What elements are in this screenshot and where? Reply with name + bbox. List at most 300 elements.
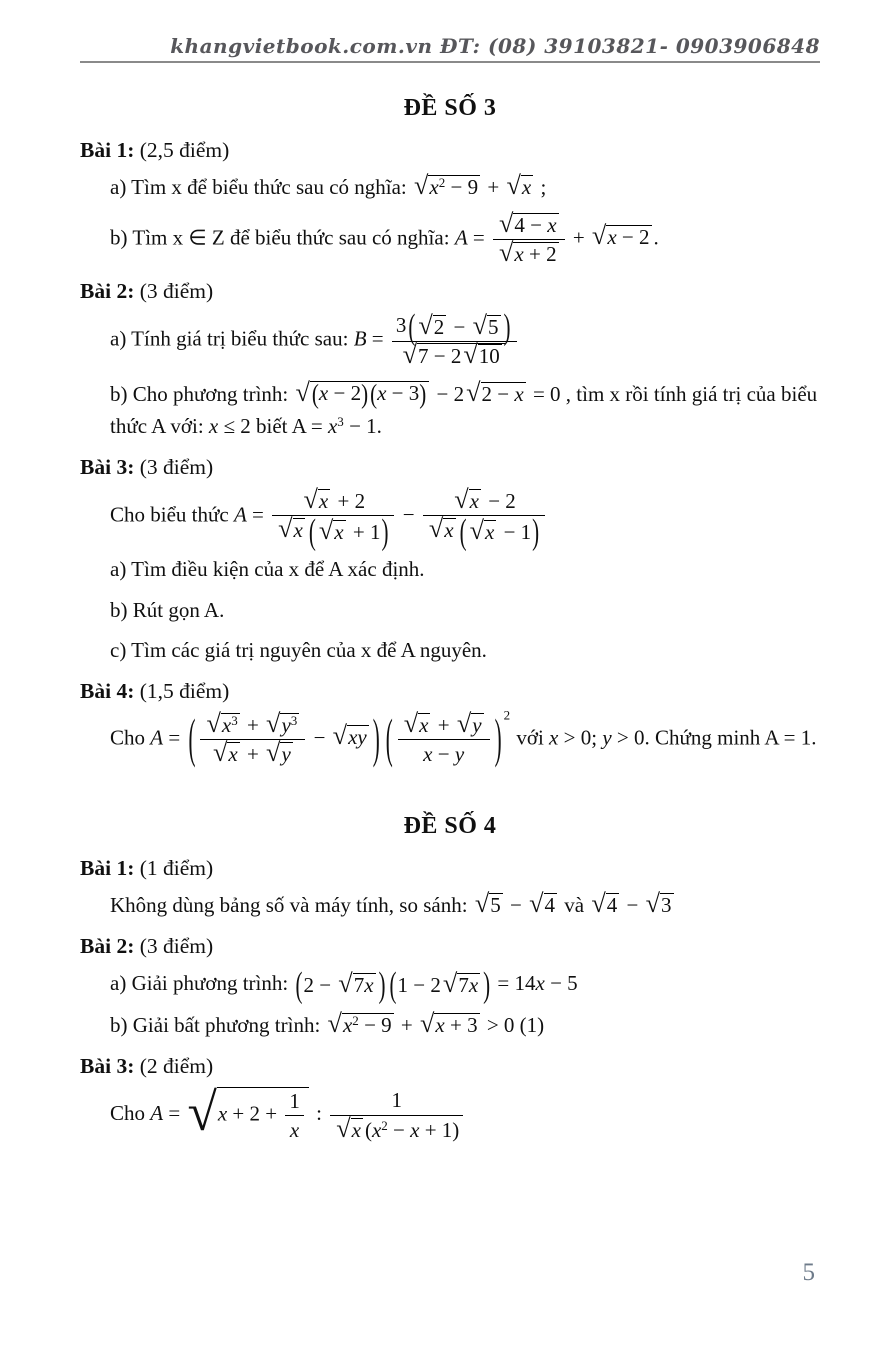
- fraction: [493, 208, 565, 268]
- denominator: [423, 510, 545, 552]
- fraction: [398, 708, 490, 768]
- math-text: 1 − 2: [397, 972, 441, 997]
- fraction: [423, 484, 545, 552]
- math-variable: x: [514, 381, 524, 406]
- paren-content: [197, 708, 370, 768]
- radical-expression: [266, 738, 293, 768]
- radicand: [469, 489, 481, 514]
- math-text: 4: [606, 893, 618, 918]
- radical-expression: [428, 513, 456, 543]
- parenthesized-group: [308, 510, 390, 552]
- radical-sign: √: [469, 516, 484, 546]
- section-title: ĐỀ SỐ 4: [403, 813, 497, 840]
- math-text: +: [241, 712, 265, 737]
- math-variable: x: [468, 972, 479, 997]
- math-text: b) Cho phương trình:: [110, 381, 294, 406]
- problem-line: [80, 1009, 820, 1042]
- header-rule: [80, 61, 820, 63]
- right-paren-icon: ): [494, 707, 502, 769]
- math-text: 3: [661, 893, 672, 918]
- left-paren-icon: (: [408, 305, 416, 347]
- problem-heading: [80, 1054, 820, 1079]
- radicand: [606, 225, 651, 250]
- header-website: khangvietbook.com.vn: [170, 34, 433, 58]
- math-text: 7 − 2: [418, 344, 462, 369]
- radical-expression: [418, 311, 446, 341]
- denominator: [285, 1115, 304, 1143]
- problem-heading: [80, 138, 820, 163]
- math-text: + 2: [523, 241, 557, 266]
- math-text: a) Tìm x để biểu thức sau có nghĩa:: [110, 175, 412, 199]
- math-text: a) Giải phương trình:: [110, 970, 294, 995]
- radicand: [489, 893, 503, 918]
- radicand: [217, 1087, 309, 1144]
- problem-number: Bài 4:: [80, 678, 135, 703]
- problem-points: (3 điểm): [134, 933, 214, 958]
- radical-sign: √: [418, 311, 433, 341]
- radical-sign: √: [474, 889, 490, 919]
- math-variable: A: [150, 725, 164, 750]
- problem-heading: [80, 679, 820, 704]
- radical-sign: √: [318, 516, 334, 546]
- math-text: =: [246, 502, 270, 527]
- radicand: [513, 242, 558, 267]
- radical-sign: √: [303, 484, 318, 514]
- math-variable: xy: [348, 725, 367, 750]
- radical-expression: [212, 738, 240, 768]
- radical-expression: [206, 708, 239, 738]
- radicand: [342, 1013, 394, 1038]
- radical-expression: [403, 708, 431, 738]
- math-text: ;: [535, 175, 547, 199]
- radical-expression: [327, 1009, 394, 1039]
- left-paren-icon: (: [311, 377, 319, 410]
- radical-sign: √: [645, 889, 661, 919]
- radical-sign: √: [442, 968, 458, 998]
- radicand: [227, 742, 239, 767]
- denominator: [200, 739, 305, 767]
- problem-points: (1,5 điểm): [134, 678, 230, 703]
- math-text: 5: [488, 315, 499, 340]
- problem-number: Bài 1:: [80, 138, 135, 162]
- radicand: [606, 893, 620, 918]
- math-text: Cho: [110, 1101, 151, 1126]
- math-variable: B: [353, 326, 367, 351]
- radical-sign: √: [332, 721, 348, 751]
- radical-sign: √: [498, 208, 514, 238]
- radical-sign: √: [295, 377, 310, 407]
- radical-sign: √: [327, 1009, 342, 1039]
- denominator: [272, 510, 394, 552]
- math-text: − 9: [358, 1013, 392, 1038]
- radical-sign: √: [206, 708, 221, 738]
- math-exponent: 3: [290, 712, 298, 728]
- radical-expression: [498, 208, 559, 238]
- math-text: =: [163, 1101, 186, 1126]
- math-text: − 3: [386, 381, 420, 406]
- radical-expression: [420, 1009, 480, 1039]
- math-variable: x: [228, 742, 238, 767]
- left-paren-icon: (: [308, 510, 316, 552]
- right-paren-icon: ): [419, 377, 427, 410]
- numerator: [200, 708, 305, 739]
- radicand: [318, 489, 330, 514]
- radicand: [487, 315, 501, 340]
- math-text: b) Giải bất phương trình:: [110, 1013, 326, 1038]
- math-exponent: 3: [337, 414, 344, 429]
- problem-line: [80, 594, 820, 627]
- parenthesized-group: [407, 305, 511, 347]
- right-paren-icon: ): [361, 377, 369, 410]
- radicand: [293, 518, 305, 543]
- numerator: [392, 305, 517, 347]
- radical-expression: [336, 1113, 363, 1143]
- radical-sign: √: [278, 513, 293, 543]
- right-paren-icon: ): [503, 305, 511, 347]
- math-variable: x: [410, 1117, 420, 1142]
- radicand: [280, 713, 299, 738]
- math-text: − 2: [482, 488, 516, 513]
- problem-points: (2 điểm): [134, 1053, 214, 1078]
- header-phone: ĐT: (08) 39103821- 0903906848: [440, 34, 820, 58]
- radical-expression: [645, 889, 674, 919]
- math-text: − 5: [544, 970, 578, 995]
- problem-line: [80, 171, 820, 204]
- math-variable: x: [289, 1118, 300, 1143]
- problem-points: (3 điểm): [134, 454, 214, 479]
- math-text: +: [567, 225, 590, 250]
- radical-expression: [402, 340, 506, 370]
- math-variable: x: [208, 414, 219, 439]
- radicand: [347, 725, 369, 750]
- math-text: a) Tính giá trị biểu thức sau:: [110, 326, 354, 351]
- left-paren-icon: (: [370, 377, 378, 410]
- right-paren-icon: ): [381, 510, 389, 552]
- radical-sign: √: [428, 513, 444, 543]
- math-text: + 1: [347, 520, 381, 545]
- radical-expression: [278, 513, 305, 543]
- math-variable: x: [221, 712, 232, 737]
- radicand: [417, 340, 506, 370]
- radical-expression: [332, 721, 369, 751]
- radical-expression: [442, 968, 480, 998]
- math-text: =: [163, 725, 186, 750]
- radicand: [513, 213, 558, 238]
- radical-sign: √: [466, 377, 481, 407]
- math-text: −: [308, 725, 331, 750]
- radical-expression: [318, 516, 346, 546]
- radicand: [418, 713, 430, 738]
- paren-content: [395, 708, 493, 768]
- radical-sign: √: [212, 738, 228, 768]
- left-paren-icon: (: [389, 963, 397, 1005]
- math-text: :: [310, 1101, 328, 1126]
- math-variable: x: [318, 488, 329, 513]
- problem-line: [80, 484, 820, 552]
- page-header: [80, 34, 820, 63]
- math-text: = 0 , tìm x rồi tính giá trị của biểu thức A với:: [110, 381, 818, 439]
- fraction: [330, 1087, 463, 1143]
- math-variable: x: [318, 381, 329, 406]
- radical-sign: √: [187, 1081, 217, 1142]
- math-variable: x: [371, 1117, 382, 1142]
- math-variable: x: [419, 712, 429, 737]
- left-paren-icon: (: [385, 707, 393, 769]
- radical-sign: √: [456, 708, 472, 738]
- math-text: b) Rút gọn A.: [110, 597, 225, 622]
- problem-number: Bài 3:: [80, 454, 135, 479]
- math-text: =: [366, 326, 389, 351]
- math-text: 3: [395, 313, 407, 338]
- math-variable: x: [293, 517, 303, 542]
- right-paren-icon: ): [532, 510, 540, 552]
- math-exponent: 2: [438, 174, 446, 190]
- radical-expression: [466, 377, 526, 407]
- radical-sign: √: [336, 1113, 351, 1143]
- radical-expression: [187, 1081, 308, 1144]
- parenthesized-group: [311, 377, 369, 410]
- left-paren-icon: (: [295, 963, 303, 1005]
- right-paren-icon: ): [378, 963, 386, 1005]
- math-text: + 1): [419, 1117, 460, 1142]
- radicand: [484, 520, 496, 545]
- math-text: +: [395, 1013, 418, 1038]
- radicand: [660, 893, 674, 918]
- numerator: [272, 484, 394, 515]
- radical-sign: √: [402, 340, 418, 370]
- math-text: +: [432, 712, 455, 737]
- problem-number: Bài 2:: [80, 933, 135, 958]
- math-text: 10: [478, 344, 500, 369]
- math-text: 2 −: [481, 381, 515, 406]
- math-text: Cho: [110, 725, 151, 750]
- math-text: − 2: [328, 381, 362, 406]
- denominator: [330, 1115, 463, 1143]
- radicand: [310, 377, 429, 410]
- radical-expression: [414, 171, 480, 200]
- radical-sign: √: [266, 708, 281, 738]
- radical-expression: [498, 237, 559, 267]
- math-text: ≤ 2 biết A =: [218, 414, 328, 439]
- problem-line: [80, 634, 820, 667]
- math-text: = 14: [492, 970, 536, 995]
- math-text: với: [511, 725, 550, 750]
- radicand: [221, 713, 240, 738]
- math-variable: y: [602, 725, 612, 750]
- math-text: .: [653, 225, 659, 250]
- problem-number: Bài 2:: [80, 279, 135, 304]
- problem-heading: [80, 934, 820, 959]
- numerator: [493, 208, 565, 239]
- radical-sign: √: [403, 708, 419, 738]
- radicand: [471, 713, 483, 738]
- radicand: [443, 518, 455, 543]
- radical-expression: [454, 484, 481, 514]
- parenthesized-group: [384, 707, 511, 769]
- radicand: [478, 344, 502, 369]
- problem-points: (3 điểm): [134, 279, 214, 304]
- problem-line: [80, 963, 820, 1005]
- radicand: [333, 520, 345, 545]
- math-variable: y: [281, 712, 291, 737]
- page-content: [80, 95, 820, 1143]
- page-number: 5: [802, 1259, 815, 1286]
- radical-sign: √: [454, 484, 469, 514]
- radical-expression: [506, 171, 533, 200]
- radicand: [434, 1013, 479, 1038]
- radicand: [433, 315, 447, 340]
- math-variable: x: [607, 225, 617, 250]
- math-exponent: 3: [231, 712, 238, 728]
- math-variable: A: [233, 502, 247, 527]
- math-text: − 1.: [343, 414, 382, 439]
- radical-sign: √: [463, 340, 478, 370]
- parenthesized-group: [186, 707, 381, 769]
- math-variable: x: [469, 488, 479, 513]
- math-text: + 3: [444, 1013, 478, 1038]
- math-text: =: [467, 225, 490, 250]
- math-text: +: [482, 175, 505, 199]
- radical-expression: [338, 968, 375, 998]
- math-text: 1: [391, 1088, 402, 1113]
- radicand: [544, 893, 558, 918]
- math-text: −: [504, 893, 528, 918]
- math-variable: x: [484, 520, 495, 545]
- radical-sign: √: [414, 171, 429, 200]
- paren-content: [319, 382, 361, 406]
- header-text: [80, 34, 820, 58]
- math-text: 4: [544, 893, 555, 918]
- radicand: [481, 382, 526, 407]
- problem-line: [80, 378, 820, 443]
- problem-heading: [80, 455, 820, 480]
- math-text: + 2 +: [227, 1101, 283, 1126]
- radical-sign: √: [420, 1009, 435, 1039]
- radicand: [351, 1118, 363, 1143]
- math-text: > 0 (1): [481, 1013, 545, 1038]
- paren-content: [468, 516, 532, 546]
- paren-content: [416, 311, 502, 341]
- paren-content: [398, 969, 483, 1002]
- problem-number: Bài 1:: [80, 856, 135, 881]
- math-variable: x: [547, 212, 557, 237]
- problem-heading: [80, 856, 820, 881]
- radical-expression: [469, 516, 497, 546]
- math-variable: y: [454, 742, 465, 767]
- math-variable: x: [364, 972, 374, 997]
- numerator: [423, 484, 545, 515]
- paren-content: [317, 516, 381, 546]
- radical-expression: [266, 708, 299, 738]
- math-text: −: [387, 1117, 411, 1142]
- math-text: + 2: [332, 488, 366, 513]
- radical-expression: [474, 889, 503, 919]
- math-variable: y: [281, 742, 291, 767]
- math-text: b) Tìm x ∈ Z để biểu thức sau có nghĩa:: [110, 225, 455, 250]
- radicand: [457, 973, 480, 998]
- math-exponent: 2: [352, 1013, 359, 1029]
- radical-expression: [303, 484, 331, 514]
- fraction: [392, 305, 517, 370]
- math-variable: x: [514, 241, 524, 266]
- fraction: [285, 1088, 304, 1144]
- problem-heading: [80, 279, 820, 304]
- numerator: [330, 1087, 463, 1114]
- radical-expression: [591, 221, 652, 251]
- fraction: [272, 484, 394, 552]
- math-variable: x: [535, 970, 545, 995]
- problem-number: Bài 3:: [80, 1053, 135, 1078]
- problem-line: [80, 208, 820, 268]
- math-text: 4 −: [514, 212, 548, 237]
- math-text: (: [364, 1117, 372, 1142]
- radical-sign: √: [591, 889, 606, 919]
- radicand: [353, 973, 376, 998]
- math-text: c) Tìm các giá trị nguyên của x để A nguyên.: [110, 638, 487, 663]
- math-text: 2 −: [303, 972, 337, 997]
- paren-content: [303, 969, 377, 1002]
- numerator: [398, 708, 490, 739]
- radical-expression: [456, 708, 484, 738]
- math-variable: x: [377, 381, 387, 406]
- radicand: [280, 742, 292, 767]
- numerator: [285, 1088, 304, 1115]
- problem-points: (1 điểm): [134, 856, 214, 881]
- radicand: [428, 175, 480, 200]
- radical-sign: √: [266, 738, 281, 768]
- math-text: +: [241, 742, 265, 767]
- radical-expression: [463, 340, 501, 370]
- parenthesized-group: [389, 963, 492, 1005]
- math-text: và: [559, 893, 590, 918]
- problem-line: [80, 889, 820, 922]
- denominator: [398, 739, 490, 767]
- math-text: − 2: [431, 381, 465, 406]
- math-exponent: 2: [381, 1117, 388, 1133]
- math-variable: x: [217, 1101, 228, 1126]
- problem-points: (2,5 điểm): [134, 138, 230, 162]
- math-variable: x: [334, 520, 344, 545]
- math-text: − 1: [498, 520, 532, 545]
- problem-line: [80, 707, 820, 769]
- math-text: Cho biểu thức: [110, 502, 234, 527]
- radical-sign: √: [591, 221, 607, 251]
- radical-sign: √: [338, 968, 353, 998]
- math-text: Không dùng bảng số và máy tính, so sánh:: [110, 893, 473, 918]
- parenthesized-group: [459, 510, 541, 552]
- math-text: > 0;: [558, 725, 603, 750]
- math-text: −: [432, 742, 455, 767]
- radical-sign: √: [498, 237, 514, 267]
- math-variable: x: [435, 1013, 445, 1038]
- math-text: a) Tìm điều kiện của x để A xác định.: [110, 557, 425, 582]
- section-title: ĐỀ SỐ 3: [403, 95, 497, 121]
- problem-line: [80, 305, 820, 370]
- radical-sign: √: [506, 171, 521, 200]
- math-variable: x: [423, 742, 433, 767]
- radical-expression: [472, 311, 501, 341]
- math-text: − 9: [445, 175, 479, 199]
- math-text: 1: [289, 1088, 300, 1113]
- problem-line: [80, 1081, 820, 1144]
- math-variable: x: [351, 1117, 361, 1142]
- paren-content: [377, 382, 419, 406]
- denominator: [493, 239, 565, 267]
- math-variable: x: [342, 1013, 353, 1038]
- right-paren-icon: ): [372, 707, 380, 769]
- radical-expression: [295, 377, 429, 410]
- parenthesized-group: [370, 377, 427, 410]
